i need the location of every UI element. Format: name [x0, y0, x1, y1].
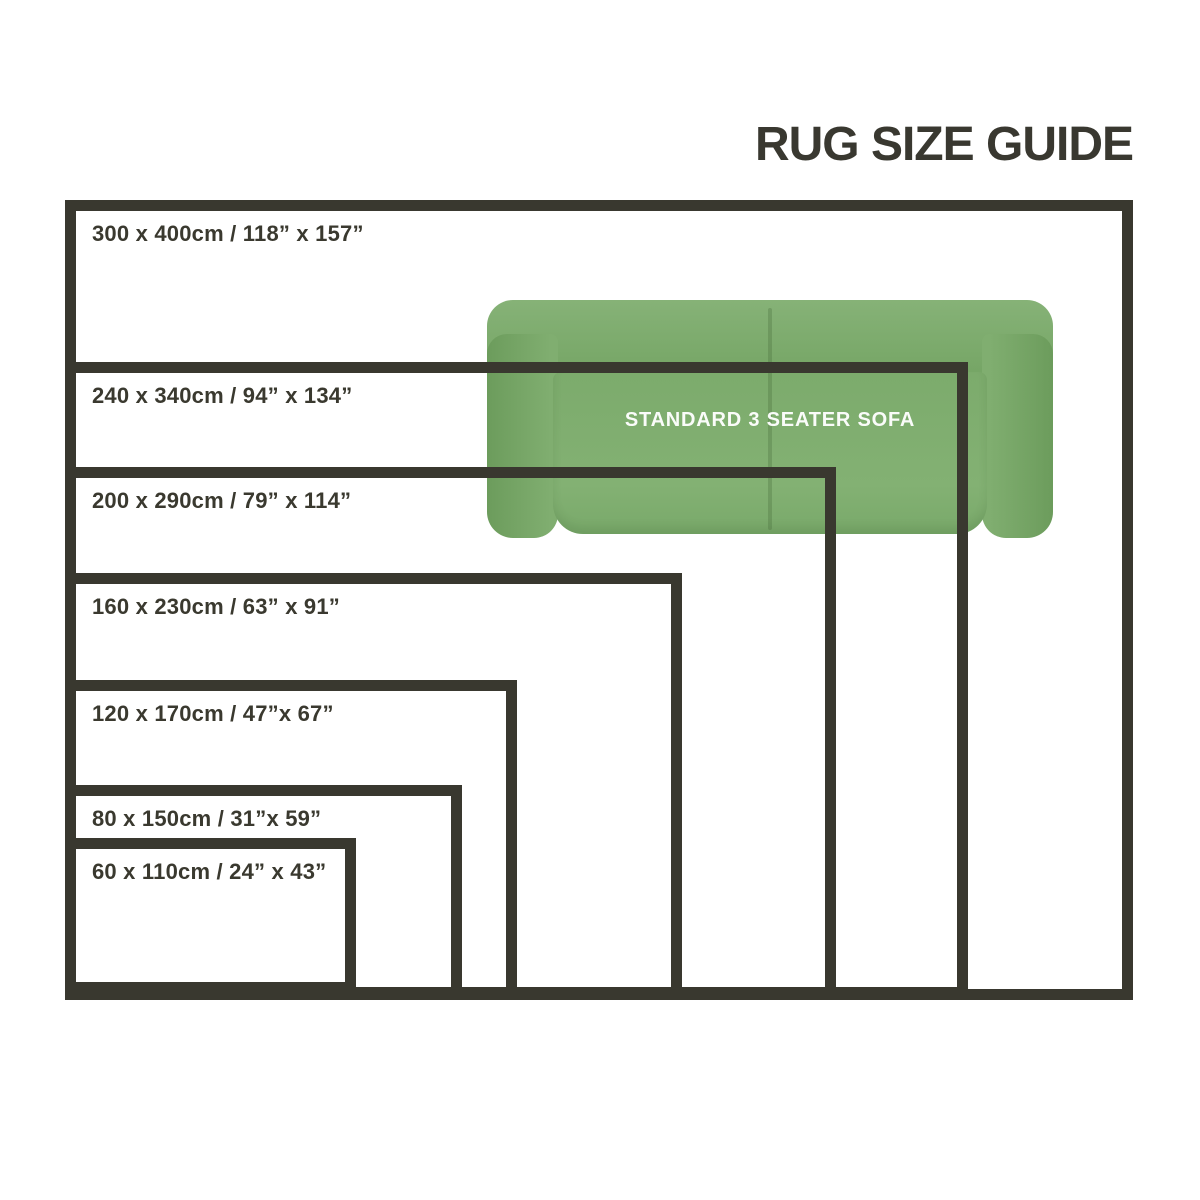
page-title: RUG SIZE GUIDE — [754, 118, 1133, 171]
rug-size-label: 160 x 230cm / 63” x 91” — [92, 594, 341, 619]
rug-size-label: 80 x 150cm / 31”x 59” — [92, 806, 322, 831]
rug-size-label: 200 x 290cm / 79” x 114” — [92, 488, 352, 513]
rug-size-label: 60 x 110cm / 24” x 43” — [92, 859, 327, 884]
rug-size-label: 240 x 340cm / 94” x 134” — [92, 383, 353, 408]
sofa-label: STANDARD 3 SEATER SOFA — [624, 409, 916, 431]
rug-size-label: 120 x 170cm / 47”x 67” — [92, 701, 334, 726]
rug-size-label: 300 x 400cm / 118” x 157” — [92, 221, 364, 246]
